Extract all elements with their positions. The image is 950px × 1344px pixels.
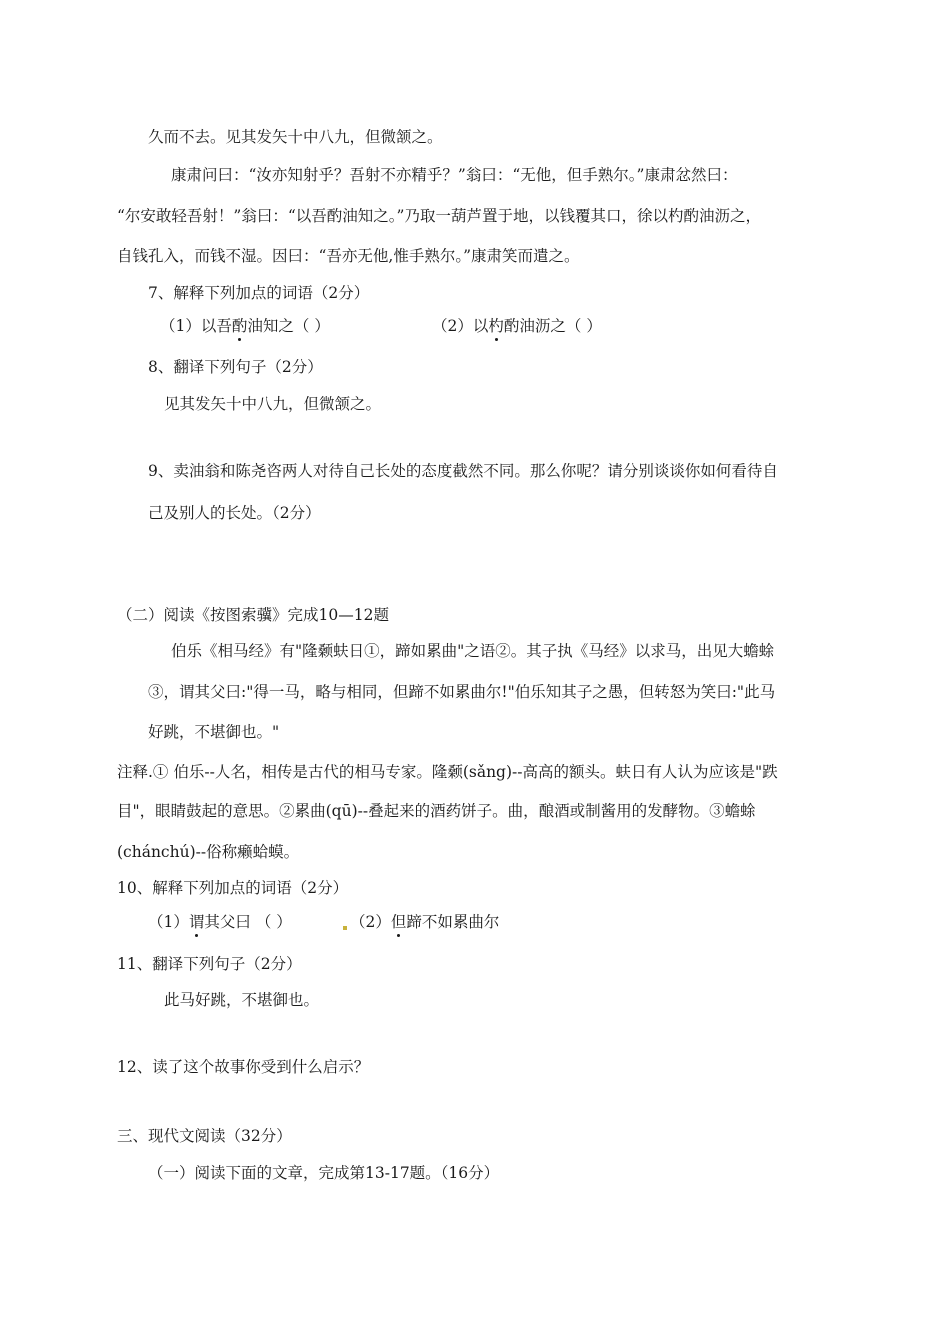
question-9-line-2: 己及别人的长处。（2分） — [148, 504, 321, 522]
note-line-3: (chánchú)--俗称癞蛤蟆。 — [117, 843, 300, 861]
q7a-prefix: （1）以吾 — [160, 317, 232, 335]
line-3: “尔安敢轻吾射！”翁曰：“以吾酌油知之。”乃取一葫芦置于地，以钱覆其口，徐以杓酌油沥之， — [117, 207, 761, 225]
highlight-mark — [343, 926, 347, 930]
question-11: 11、翻译下列句子（2分） — [117, 955, 302, 973]
question-9-line-1: 9、卖油翁和陈尧咨两人对待自己长处的态度截然不同。那么你呢？请分别谈谈你如何看待自 — [148, 462, 778, 480]
passage-line-1: 伯乐《相马经》有"隆颡蚨日①，蹄如累曲"之语②。其子执《马经》以求马，出见大蟾蜍 — [171, 642, 775, 660]
line-2: 康肃问曰：“汝亦知射乎？吾射不亦精乎？”翁曰：“无他，但手熟尔。”康肃忿然曰： — [171, 166, 738, 184]
q7b-prefix: （2）以 — [432, 317, 489, 335]
question-12: 12、读了这个故事你受到什么启示？ — [117, 1058, 370, 1076]
question-11-sentence: 此马好跳，不堪御也。 — [164, 991, 320, 1009]
q7a-suffix: 油知之（ ） — [247, 317, 330, 335]
note-line-1: 注释.① 伯乐--人名，相传是古代的相马专家。隆颡(sǎng)--高高的额头。蚨日有人认为应该是"跌 — [117, 763, 778, 781]
q10a-suffix: 其父曰 （ ） — [204, 913, 292, 931]
question-7-item-1 — [160, 316, 330, 336]
dotted-word: 但 — [390, 913, 407, 931]
section-3-heading: 三、现代文阅读（32分） — [117, 1127, 292, 1145]
dotted-word: 酌 — [231, 317, 248, 335]
question-7: 7、解释下列加点的词语（2分） — [148, 284, 370, 302]
dotted-word: 杓 — [488, 317, 504, 335]
q10a-prefix: （1） — [148, 913, 189, 931]
q10b-suffix: 蹄不如累曲尔 — [406, 913, 500, 931]
question-8: 8、翻译下列句子（2分） — [148, 358, 323, 376]
question-10: 10、解释下列加点的词语（2分） — [117, 879, 349, 897]
q7b-suffix: 酌油沥之（ ） — [503, 317, 602, 335]
line-1: 久而不去。见其发矢十中八九，但微颔之。 — [148, 128, 443, 146]
dotted-word: 谓 — [188, 913, 205, 931]
note-line-2: 目"，眼睛鼓起的意思。②累曲(qū)--叠起来的酒药饼子。曲，酿酒或制酱用的发酵物。③蟾蜍 — [117, 802, 756, 820]
question-10-item-1 — [148, 912, 292, 932]
question-10-item-2 — [350, 912, 499, 932]
line-4: 自钱孔入，而钱不湿。因曰：“吾亦无他,惟手熟尔。”康肃笑而遣之。 — [117, 247, 580, 265]
passage-line-3: 好跳，不堪御也。" — [148, 723, 280, 741]
question-7-item-2 — [432, 316, 602, 336]
question-8-sentence: 见其发矢十中八九，但微颔之。 — [164, 395, 382, 413]
passage-line-2: ③，谓其父曰:"得一马，略与相同，但蹄不如累曲尔!"伯乐知其子之愚，但转怒为笑曰:"此马 — [148, 683, 776, 701]
section-2-heading: （二）阅读《按图索骥》完成10—12题 — [117, 606, 389, 624]
section-3-subheading: （一）阅读下面的文章，完成第13-17题。（16分） — [148, 1164, 500, 1182]
q10b-prefix: （2） — [350, 913, 391, 931]
